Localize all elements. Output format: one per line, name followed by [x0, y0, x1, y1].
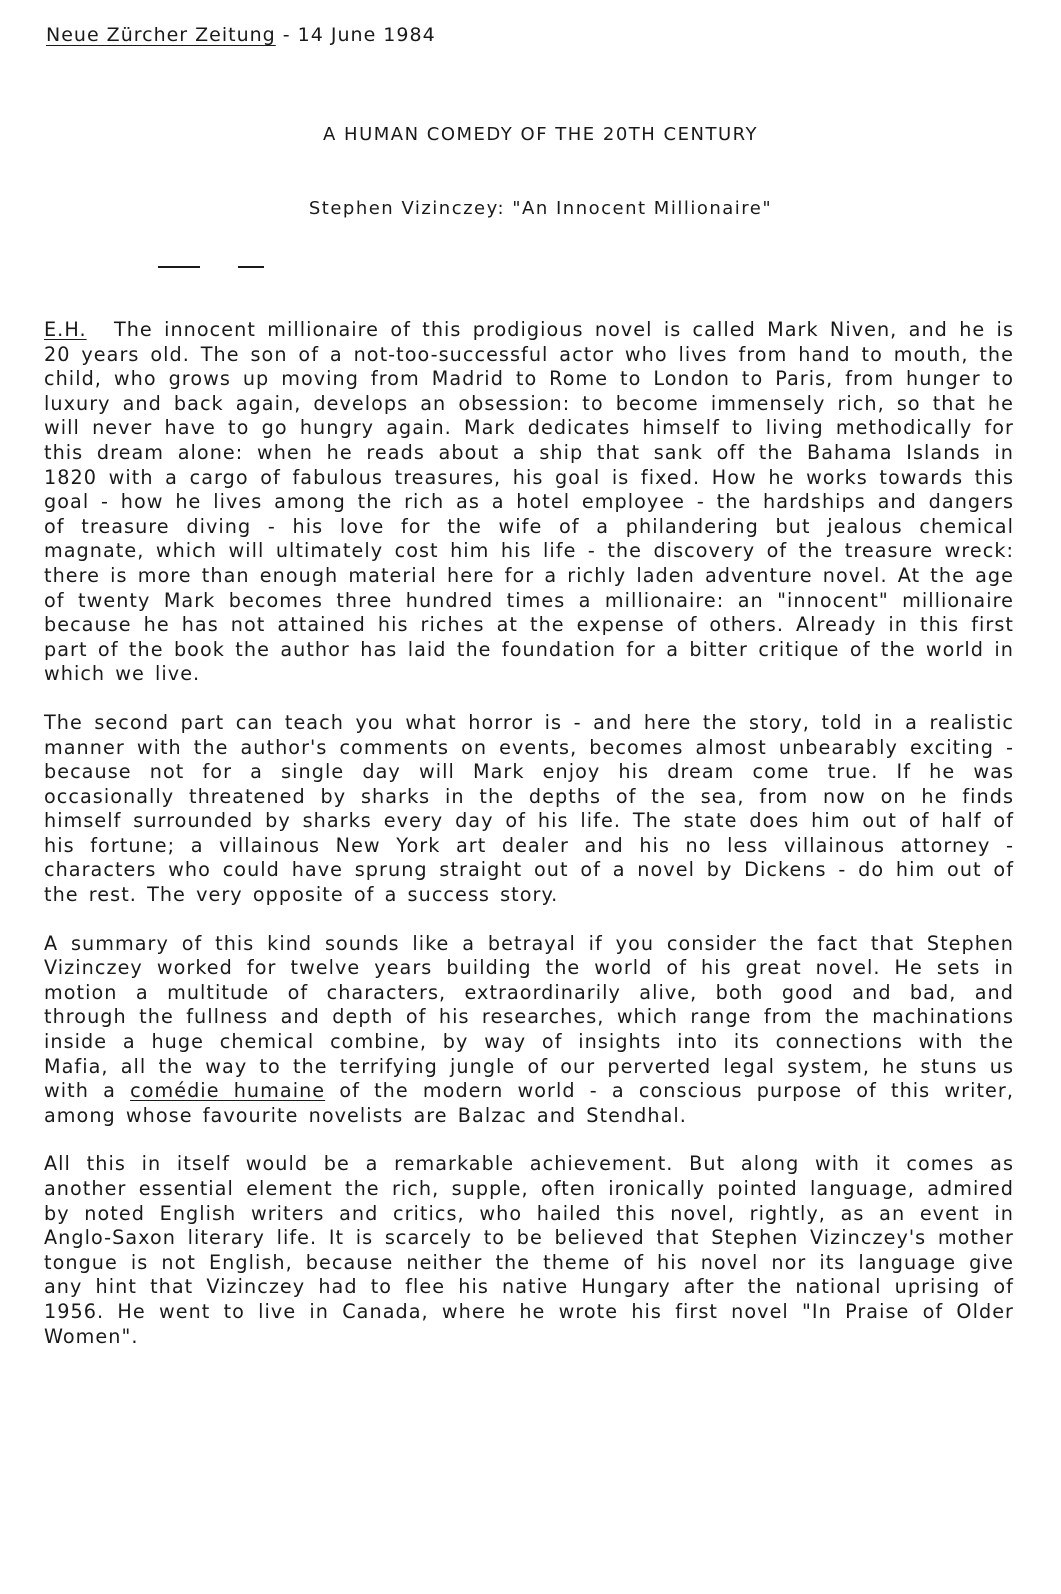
article-body	[44, 318, 1014, 1373]
paragraph-1-text: The innocent millionaire of this prodigious novel is called Mark Niven, and he is 20 years old. The son of a not-too-successful actor who lives from hand to mouth, the child, who grows up moving from Madrid to Rome to London to Paris, from hunger to luxury and back again, develops an obsession: to become immensely rich, so that he will never have to go hungry again. Mark dedicates himself to living methodically for this dream alone: when he reads about a ship that sank off the Bahama Islands in 1820 with a cargo of fabulous treasures, his goal is fixed. How he works towards this goal - how he lives among the rich as a hotel employee - the hardships and dangers of treasure diving - his love for the wife of a philandering but jealous chemical magnate, which will ultimately cost him his life - the discovery of the treasure wreck: there is more than enough material here for a richly laden adventure novel. At the age of twenty Mark becomes three hundred times a millionaire: an "innocent" millionaire because he has not attained his riches at the expense of others. Already in this first part of the book the author has laid the foundation for a bitter critique of the world in which we live.	[44, 318, 1014, 686]
newspaper-name: Neue Zürcher Zeitung	[46, 24, 276, 46]
paragraph-3	[44, 932, 1014, 1129]
author-initials: E.H.	[44, 318, 87, 341]
publication-date: - 14 June 1984	[282, 24, 436, 46]
emphasis-comedie-humaine: comédie humaine	[130, 1079, 326, 1103]
paragraph-3-text-a: A summary of this kind sounds like a betrayal if you consider the fact that Stephen Vizinczey worked for twelve years building the world of his great novel. He sets in motion a multitude of characters, extraordinarily alive, both good and bad, and through the fullness and depth of his researches, which range from the machinations inside a huge chemical combine, by way of insights into its connections with the Mafia, all the way to the terrifying jungle of our perverted legal system, he stuns us with a	[44, 931, 1014, 1103]
paragraph-4: All this in itself would be a remarkable achievement. But along with it comes as another essential element the rich, supple, often ironically pointed language, admired by noted English writers and critics, who hailed this novel, rightly, as an event in Anglo-Saxon literary life. It is scarcely to be believed that Stephen Vizinczey's mother tongue is not English, because neither the theme of his novel nor its language give any hint that Vizinczey had to flee his native Hungary after the national uprising of 1956. He went to live in Canada, where he wrote his first novel "In Praise of Older Women".	[44, 1152, 1014, 1348]
separator-dash	[238, 266, 264, 268]
article-title: A HUMAN COMEDY OF THE 20TH CENTURY	[323, 124, 758, 145]
paragraph-3-text-b: of the modern world - a conscious purpose of this writer, among whose favourite novelists are Balzac and Stendhal.	[44, 1079, 1014, 1127]
article-subtitle: Stephen Vizinczey: "An Innocent Millionaire"	[308, 198, 773, 219]
paragraph-1	[44, 318, 1014, 687]
separator-dash	[158, 266, 200, 268]
header-line	[46, 24, 436, 46]
paragraph-2: The second part can teach you what horror is - and here the story, told in a realistic manner with the author's comments on events, becomes almost unbearably exciting - because not for a single day will Mark enjoy his dream come true. If he was occasionally threatened by sharks in the depths of the sea, from now on he finds himself surrounded by sharks every day of his life. The state does him out of half of his fortune; a villainous New York art dealer and his no less villainous attorney - characters who could have sprung straight out of a novel by Dickens - do him out of the rest. The very opposite of a success story.	[44, 710, 1014, 907]
